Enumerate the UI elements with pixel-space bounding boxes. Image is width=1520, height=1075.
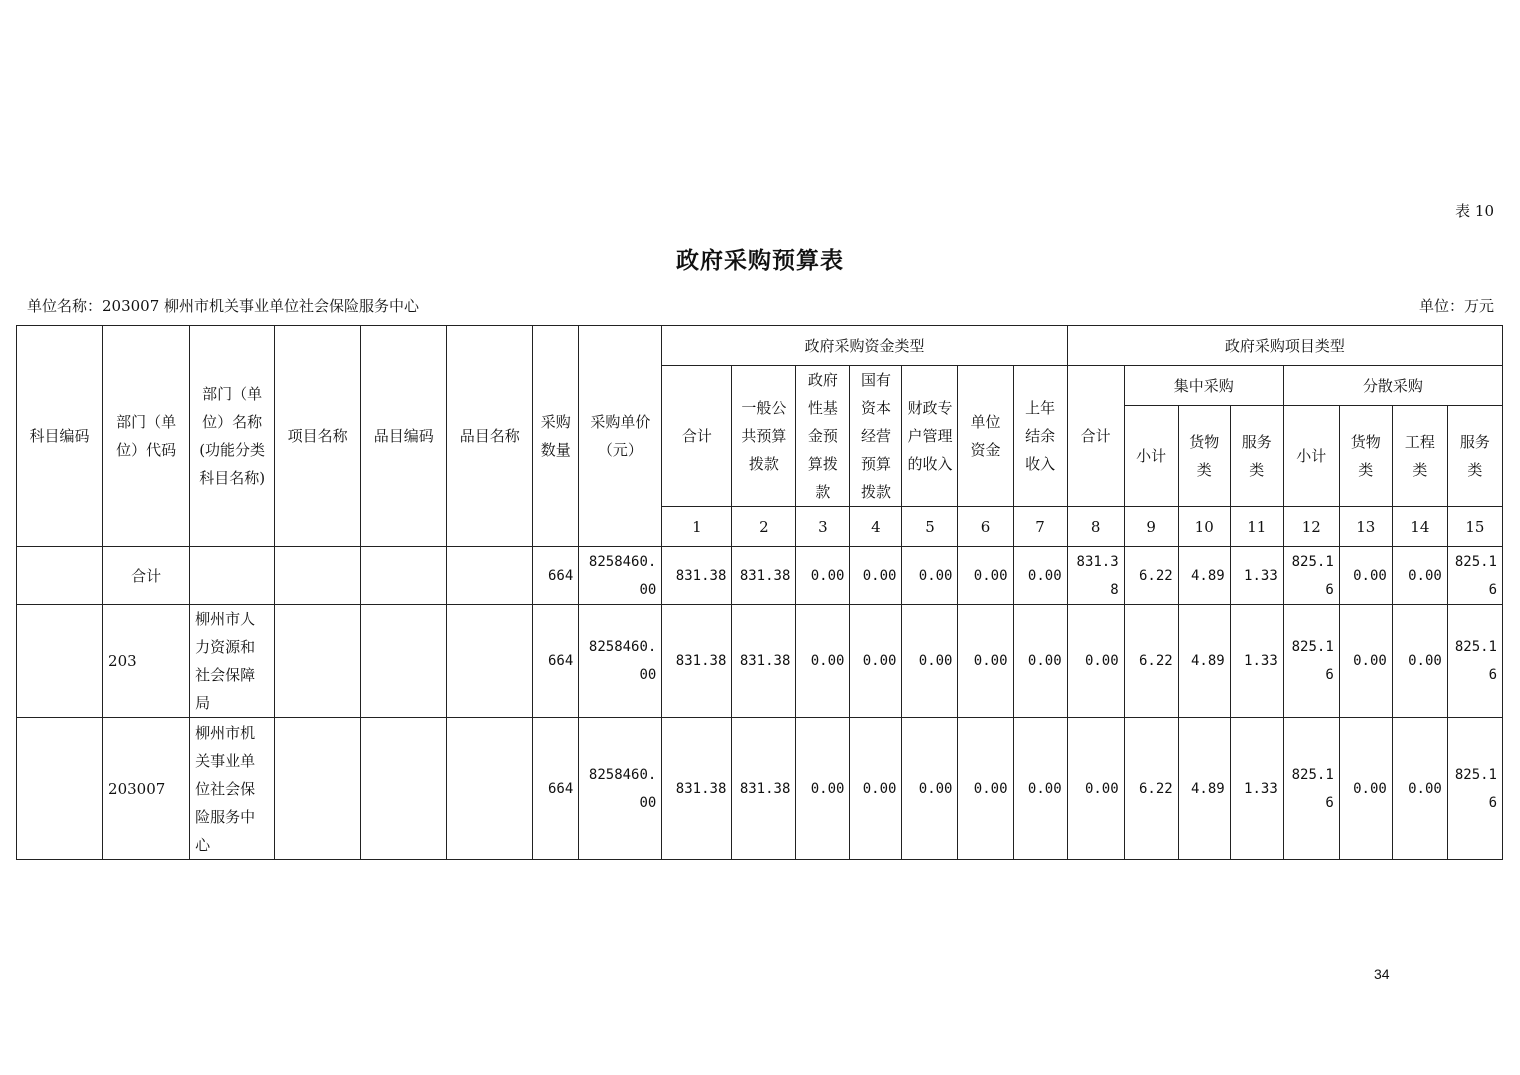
col-number: 8 [1067, 507, 1124, 547]
cell-quantity: 664 [533, 547, 579, 605]
header-central-subtotal: 小计 [1124, 406, 1178, 507]
cell-project-name [275, 547, 361, 605]
cell-item-name [447, 605, 533, 718]
cell-project-name [275, 718, 361, 860]
header-dept-name: 部门（单位）名称(功能分类科目名称) [190, 326, 275, 547]
header-project-type-group: 政府采购项目类型 [1067, 326, 1502, 366]
page-title: 政府采购预算表 [676, 247, 844, 274]
header-dispersed-subtotal: 小计 [1283, 406, 1339, 507]
cell-value: 0.00 [1067, 718, 1124, 860]
col-number: 13 [1339, 507, 1392, 547]
header-dispersed-service: 服务类 [1447, 406, 1502, 507]
cell-value: 831.38 [1067, 547, 1124, 605]
cell-value: 0.00 [1339, 547, 1392, 605]
cell-subject-code [17, 718, 103, 860]
cell-value: 6.22 [1124, 547, 1178, 605]
col-number: 10 [1178, 507, 1230, 547]
col-number: 7 [1013, 507, 1067, 547]
cell-value: 4.89 [1178, 547, 1230, 605]
cell-value: 825.16 [1447, 605, 1502, 718]
cell-value: 1.33 [1230, 605, 1283, 718]
cell-value: 831.38 [732, 605, 796, 718]
cell-item-code [361, 547, 447, 605]
cell-value: 1.33 [1230, 547, 1283, 605]
header-fund-total: 合计 [662, 366, 732, 507]
cell-quantity: 664 [533, 718, 579, 860]
cell-unit-price: 8258460.00 [579, 547, 662, 605]
cell-value: 0.00 [850, 547, 902, 605]
table-row [17, 547, 1503, 605]
header-central-procurement: 集中采购 [1124, 366, 1283, 406]
cell-unit-price: 8258460.00 [579, 605, 662, 718]
table-row [17, 718, 1503, 860]
col-number: 15 [1447, 507, 1502, 547]
cell-value: 0.00 [958, 547, 1013, 605]
cell-value: 6.22 [1124, 605, 1178, 718]
cell-value: 0.00 [1013, 605, 1067, 718]
cell-value: 0.00 [1339, 718, 1392, 860]
header-dispersed-engineering: 工程类 [1392, 406, 1447, 507]
header-dispersed-procurement: 分散采购 [1283, 366, 1502, 406]
header-item-code: 品目编码 [361, 326, 447, 547]
cell-value: 0.00 [796, 605, 850, 718]
header-project-name: 项目名称 [275, 326, 361, 547]
header-unit-fund: 单位资金 [958, 366, 1013, 507]
cell-value: 0.00 [850, 605, 902, 718]
cell-dept-name: 柳州市机关事业单位社会保险服务中心 [190, 718, 275, 860]
cell-value: 0.00 [1013, 718, 1067, 860]
cell-value: 0.00 [1392, 718, 1447, 860]
cell-value: 831.38 [732, 547, 796, 605]
cell-value: 0.00 [850, 718, 902, 860]
header-special-account: 财政专户管理的收入 [902, 366, 958, 507]
page-number: 34 [1374, 966, 1390, 982]
cell-subject-code [17, 547, 103, 605]
cell-dept-code: 203007 [103, 718, 190, 860]
cell-item-code [361, 605, 447, 718]
header-item-name: 品目名称 [447, 326, 533, 547]
cell-value: 1.33 [1230, 718, 1283, 860]
cell-dept-name: 柳州市人力资源和社会保障局 [190, 605, 275, 718]
header-prev-balance: 上年结余收入 [1013, 366, 1067, 507]
col-number: 6 [958, 507, 1013, 547]
procurement-budget-table [16, 325, 1503, 860]
cell-value: 825.16 [1447, 547, 1502, 605]
cell-item-name [447, 718, 533, 860]
cell-value: 825.16 [1447, 718, 1502, 860]
cell-value: 0.00 [1392, 547, 1447, 605]
header-gov-fund: 政府性基金预算拨款 [796, 366, 850, 507]
table-number: 表 10 [1455, 202, 1494, 220]
cell-value: 0.00 [1013, 547, 1067, 605]
header-state-capital: 国有资本经营预算拨款 [850, 366, 902, 507]
header-subject-code: 科目编码 [17, 326, 103, 547]
unit-name: 单位名称：203007 柳州市机关事业单位社会保险服务中心 [27, 297, 420, 315]
header-central-goods: 货物类 [1178, 406, 1230, 507]
cell-value: 0.00 [902, 547, 958, 605]
cell-value: 4.89 [1178, 718, 1230, 860]
cell-dept-code: 合计 [103, 547, 190, 605]
cell-value: 0.00 [796, 718, 850, 860]
cell-unit-price: 8258460.00 [579, 718, 662, 860]
currency-unit: 单位：万元 [1418, 297, 1494, 315]
col-number: 11 [1230, 507, 1283, 547]
cell-value: 825.16 [1283, 605, 1339, 718]
cell-value: 0.00 [958, 718, 1013, 860]
header-project-total: 合计 [1067, 366, 1124, 507]
header-unit-price: 采购单价（元） [579, 326, 662, 547]
cell-dept-code: 203 [103, 605, 190, 718]
cell-value: 831.38 [732, 718, 796, 860]
cell-value: 831.38 [662, 547, 732, 605]
col-number: 1 [662, 507, 732, 547]
table-row [17, 605, 1503, 718]
cell-value: 0.00 [1339, 605, 1392, 718]
cell-subject-code [17, 605, 103, 718]
cell-quantity: 664 [533, 605, 579, 718]
cell-value: 0.00 [1392, 605, 1447, 718]
cell-value: 0.00 [1067, 605, 1124, 718]
col-number: 2 [732, 507, 796, 547]
col-number: 5 [902, 507, 958, 547]
col-number: 4 [850, 507, 902, 547]
cell-value: 825.16 [1283, 718, 1339, 860]
col-number: 12 [1283, 507, 1339, 547]
header-general-budget: 一般公共预算拨款 [732, 366, 796, 507]
cell-item-code [361, 718, 447, 860]
cell-project-name [275, 605, 361, 718]
col-number: 14 [1392, 507, 1447, 547]
header-central-service: 服务类 [1230, 406, 1283, 507]
col-number: 3 [796, 507, 850, 547]
cell-value: 0.00 [796, 547, 850, 605]
cell-value: 0.00 [902, 718, 958, 860]
cell-value: 6.22 [1124, 718, 1178, 860]
cell-value: 4.89 [1178, 605, 1230, 718]
cell-dept-name [190, 547, 275, 605]
header-fund-type-group: 政府采购资金类型 [662, 326, 1067, 366]
cell-value: 831.38 [662, 605, 732, 718]
cell-value: 825.16 [1283, 547, 1339, 605]
cell-value: 0.00 [902, 605, 958, 718]
header-quantity: 采购数量 [533, 326, 579, 547]
col-number: 9 [1124, 507, 1178, 547]
cell-value: 831.38 [662, 718, 732, 860]
header-dept-code: 部门（单位）代码 [103, 326, 190, 547]
cell-item-name [447, 547, 533, 605]
cell-value: 0.00 [958, 605, 1013, 718]
header-dispersed-goods: 货物类 [1339, 406, 1392, 507]
